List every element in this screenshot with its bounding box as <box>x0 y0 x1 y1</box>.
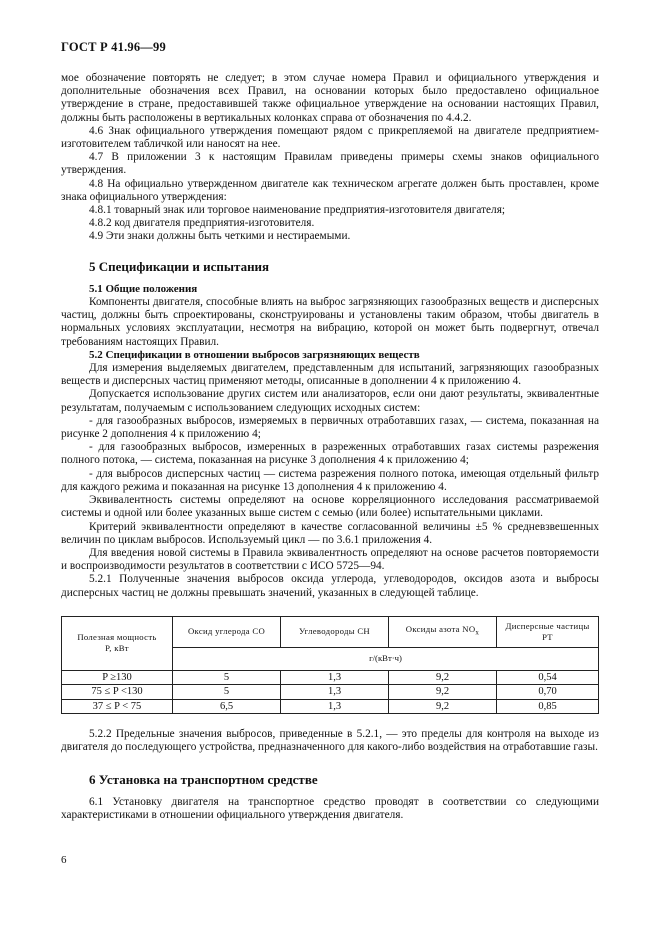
section-heading: 6 Установка на транспортном средстве <box>89 771 318 787</box>
cell-pt: 0,70 <box>497 685 599 700</box>
cell-nox: 9,2 <box>389 699 497 714</box>
table-row <box>62 699 599 714</box>
paragraph: 4.7 В приложении 3 к настоящим Правилам приведены примеры схемы знаков официального утверждения. <box>61 151 599 177</box>
page-number: 6 <box>61 854 67 866</box>
paragraph: 4.9 Эти знаки должны быть четкими и нестираемыми. <box>89 230 351 243</box>
paragraph: 4.8 На официально утвержденном двигателе как техническом агрегате должен быть проставлен, кроме знака официального утверждения: <box>61 177 599 203</box>
header-pt-label: Дисперсные частицы <box>505 620 590 631</box>
paragraph: 5.2.2 Предельные значения выбросов, приведенные в 5.2.1, — это пределы для контроля на выходе из двигателя до последующего устройства, предназначенного для какого-либо воздействия на отработавшие газы. <box>61 728 599 754</box>
header-power-unit: P, кВт <box>105 643 129 654</box>
header-ch: Углеводороды CH <box>281 616 389 647</box>
table-row <box>62 670 599 685</box>
header-co: Оксид углерода CO <box>173 616 281 647</box>
subsection-heading: 5.2 Спецификации в отношении выбросов загрязняющих веществ <box>89 348 420 361</box>
cell-co: 5 <box>173 670 281 685</box>
subsection-heading: 5.1 Общие положения <box>89 282 198 295</box>
cell-power: P ≥130 <box>62 670 173 685</box>
paragraph: - для газообразных выбросов, измеряемых в первичных отработавших газах, — система, показанная на рисунке 2 дополнения 4 к приложению 4; <box>61 414 599 441</box>
paragraph: Для измерения выделяемых двигателем, представленным для испытаний, загрязняющих газообразных веществ и дисперсных частиц применяют методы, описанные в дополнении 4 к приложению 4. <box>61 362 599 388</box>
paragraph: 6.1 Установку двигателя на транспортное средство проводят в соответствии со следующими характеристиками в отношении официального утверждения двигателя. <box>61 795 599 822</box>
paragraph: мое обозначение повторять не следует; в этом случае номера Правил и официального утверждения и дополнительные обозначения всех Правил, на основании которых было предоставлено официальное утверждение в стране, предоставившей также официальное утверждение на основании настоящих Правил, должны быть расположены в вертикальных колонках справа от обозначения по 4.4.2. <box>61 72 599 124</box>
paragraph: Эквивалентность системы определяют на основе корреляционного исследования рассматриваемой системы и одной или более указанных выше систем с семью (или более) испытательными циклами. <box>61 494 599 520</box>
section-heading: 5 Спецификации и испытания <box>89 258 270 274</box>
cell-pt: 0,54 <box>497 670 599 685</box>
paragraph: Допускается использование других систем или анализаторов, если они дают результаты, эквивалентные результатам, получаемым с использованием следующих исходных систем: <box>61 388 599 414</box>
cell-ch: 1,3 <box>281 670 389 685</box>
paragraph: 4.6 Знак официального утверждения помещают рядом с прикрепляемой на двигателе предприятием-изготовителем табличкой или наносят на нее. <box>61 124 599 151</box>
paragraph: Для введения новой системы в Правила эквивалентность определяют на основе расчетов повторяемости и воспроизводимости результатов в соответствии с ИСО 5725—94. <box>61 546 599 573</box>
paragraph: 4.8.1 товарный знак или торговое наименование предприятия-изготовителя двигателя; <box>89 204 506 217</box>
document-header: ГОСТ Р 41.96—99 <box>61 40 166 54</box>
emission-limits-table <box>61 616 599 715</box>
header-nox-sub: x <box>475 629 480 638</box>
header-power <box>62 616 173 670</box>
paragraph: Компоненты двигателя, способные влиять на выброс загрязняющих газообразных веществ и дисперсных частиц, должны быть спроектированы, сконструированы и установлены таким образом, чтобы двигатель в нормальных условиях эксплуатации, несмотря на вибрацию, которой он может быть подвергнут, отвечал требованиям настоящих Правил. <box>61 296 599 348</box>
paragraph: - для газообразных выбросов, измеренных в разреженных отработавших газах системы разрежения полного потока, — система, показанная на рисунке 3 дополнения 4 к приложению 4; <box>61 441 599 467</box>
cell-ch: 1,3 <box>281 685 389 700</box>
paragraph: 5.2.1 Полученные значения выбросов оксида углерода, углеводородов, оксидов азота и выбросы дисперсных частиц не должны превышать значений, указанных в следующей таблице. <box>61 573 599 599</box>
header-power-label: Полезная мощность <box>77 632 157 643</box>
paragraph: Критерий эквивалентности определяют в качестве согласованной величины ±5 % средневзвешенных величин по циклам выбросов. Используемый цикл — по 3.6.1 приложения 4. <box>61 520 599 546</box>
cell-power: 37 ≤ P < 75 <box>62 699 173 714</box>
header-nox <box>389 616 497 647</box>
cell-co: 5 <box>173 685 281 700</box>
document-body <box>61 72 599 822</box>
header-pt <box>497 616 599 647</box>
header-nox-label: Оксиды азота NO <box>405 624 476 635</box>
paragraph: 4.8.2 код двигателя предприятия-изготовителя. <box>89 217 315 230</box>
cell-nox: 9,2 <box>389 670 497 685</box>
cell-pt: 0,85 <box>497 699 599 714</box>
header-pt-sub: PT <box>542 631 553 642</box>
table-row <box>62 685 599 700</box>
cell-co: 6,5 <box>173 699 281 714</box>
cell-ch: 1,3 <box>281 699 389 714</box>
paragraph: - для выбросов дисперсных частиц — система разрежения полного потока, имеющая отдельный фильтр для каждого режима и показанная на рисунке 13 дополнения 4 к приложению 4. <box>61 467 599 493</box>
cell-nox: 9,2 <box>389 685 497 700</box>
unit-row: г/(кВт·ч) <box>173 647 599 670</box>
cell-power: 75 ≤ P <130 <box>62 685 173 700</box>
